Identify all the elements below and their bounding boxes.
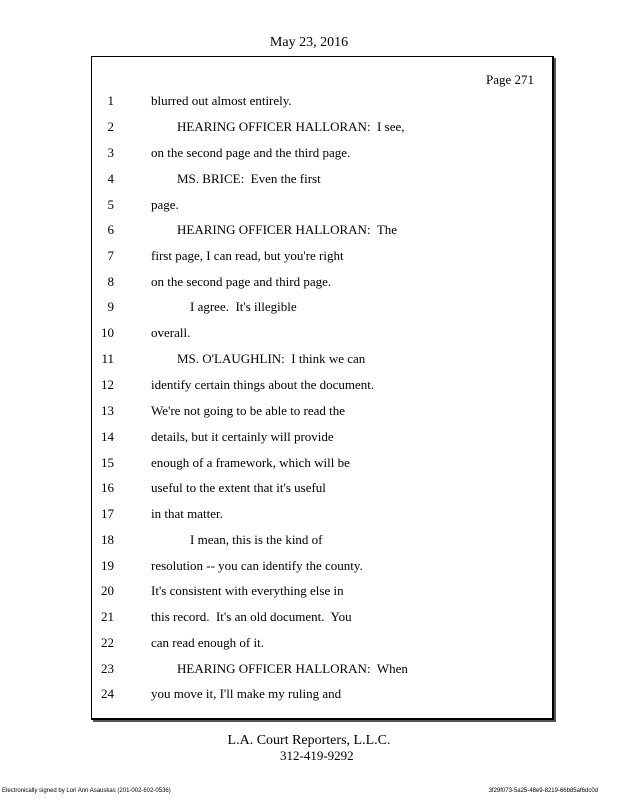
line-text: first page, I can read, but you're right xyxy=(151,248,344,263)
transcript-line xyxy=(0,480,618,500)
transcript-line xyxy=(0,171,618,191)
line-number: 21 xyxy=(101,609,114,624)
line-number: 1 xyxy=(107,93,114,108)
line-text: on the second page and the third page. xyxy=(151,145,351,160)
line-text: page. xyxy=(151,197,179,212)
line-text: I agree. It's illegible xyxy=(151,299,297,314)
transcript-line xyxy=(0,351,618,371)
transcript-date: May 23, 2016 xyxy=(269,35,349,50)
line-number: 4 xyxy=(107,171,114,186)
line-number: 7 xyxy=(107,248,114,263)
line-text: identify certain things about the document. xyxy=(151,377,375,392)
line-number: 23 xyxy=(101,661,114,676)
reporter-company: L.A. Court Reporters, L.L.C. xyxy=(227,733,391,748)
transcript-line xyxy=(0,197,618,217)
transcript-line xyxy=(0,248,618,268)
transcript-line xyxy=(0,455,618,475)
transcript-line xyxy=(0,558,618,578)
transcript-line xyxy=(0,506,618,526)
line-text: HEARING OFFICER HALLORAN: The xyxy=(151,222,398,237)
line-number: 15 xyxy=(101,455,114,470)
line-number: 13 xyxy=(101,403,114,418)
transcript-line xyxy=(0,583,618,603)
line-number: 18 xyxy=(101,532,114,547)
line-text: I mean, this is the kind of xyxy=(151,532,323,547)
line-number: 10 xyxy=(101,325,114,340)
line-text: can read enough of it. xyxy=(151,635,264,650)
line-text: blurred out almost entirely. xyxy=(151,93,292,108)
transcript-line xyxy=(0,119,618,139)
line-number: 5 xyxy=(107,197,114,212)
line-number: 2 xyxy=(107,119,114,134)
transcript-line xyxy=(0,325,618,345)
line-text: in that matter. xyxy=(151,506,223,521)
line-number: 19 xyxy=(101,558,114,573)
line-text: you move it, I'll make my ruling and xyxy=(151,686,342,701)
line-text: HEARING OFFICER HALLORAN: When xyxy=(151,661,408,676)
line-text: on the second page and third page. xyxy=(151,274,332,289)
line-text: useful to the extent that it's useful xyxy=(151,480,326,495)
transcript-line xyxy=(0,299,618,319)
transcript-line xyxy=(0,274,618,294)
transcript-line xyxy=(0,635,618,655)
line-number: 9 xyxy=(107,299,114,314)
line-text: We're not going to be able to read the xyxy=(151,403,346,418)
line-number: 8 xyxy=(107,274,114,289)
line-number: 22 xyxy=(101,635,114,650)
line-text: this record. It's an old document. You xyxy=(151,609,352,624)
transcript-line xyxy=(0,429,618,449)
transcript-line xyxy=(0,609,618,629)
line-number: 11 xyxy=(101,351,114,366)
line-number: 6 xyxy=(107,222,114,237)
line-number: 17 xyxy=(101,506,114,521)
electronic-signature: Electronically signed by Lori Ann Asauskas (201-002-602-0536) xyxy=(2,788,171,794)
line-text: MS. BRICE: Even the first xyxy=(151,171,321,186)
line-number: 12 xyxy=(101,377,114,392)
line-text: enough of a framework, which will be xyxy=(151,455,350,470)
line-text: MS. O'LAUGHLIN: I think we can xyxy=(151,351,366,366)
transcript-line xyxy=(0,93,618,113)
line-text: details, but it certainly will provide xyxy=(151,429,334,444)
transcript-line xyxy=(0,686,618,706)
transcript-line xyxy=(0,222,618,242)
page-number: Page 271 xyxy=(486,72,535,87)
transcript-line xyxy=(0,403,618,423)
reporter-phone: 312-419-9292 xyxy=(280,748,354,763)
document-id: 3f29f073-5a25-48e9-8219-66b85af6dc0d xyxy=(488,788,598,794)
line-text: resolution -- you can identify the county. xyxy=(151,558,363,573)
line-text: It's consistent with everything else in xyxy=(151,583,344,598)
transcript-line xyxy=(0,145,618,165)
transcript-line xyxy=(0,532,618,552)
line-number: 3 xyxy=(107,145,114,160)
transcript-line xyxy=(0,661,618,681)
line-number: 20 xyxy=(101,583,114,598)
line-text: overall. xyxy=(151,325,191,340)
transcript-line xyxy=(0,377,618,397)
line-number: 14 xyxy=(101,429,114,444)
line-text: HEARING OFFICER HALLORAN: I see, xyxy=(151,119,405,134)
line-number: 24 xyxy=(101,686,114,701)
line-number: 16 xyxy=(101,480,114,495)
